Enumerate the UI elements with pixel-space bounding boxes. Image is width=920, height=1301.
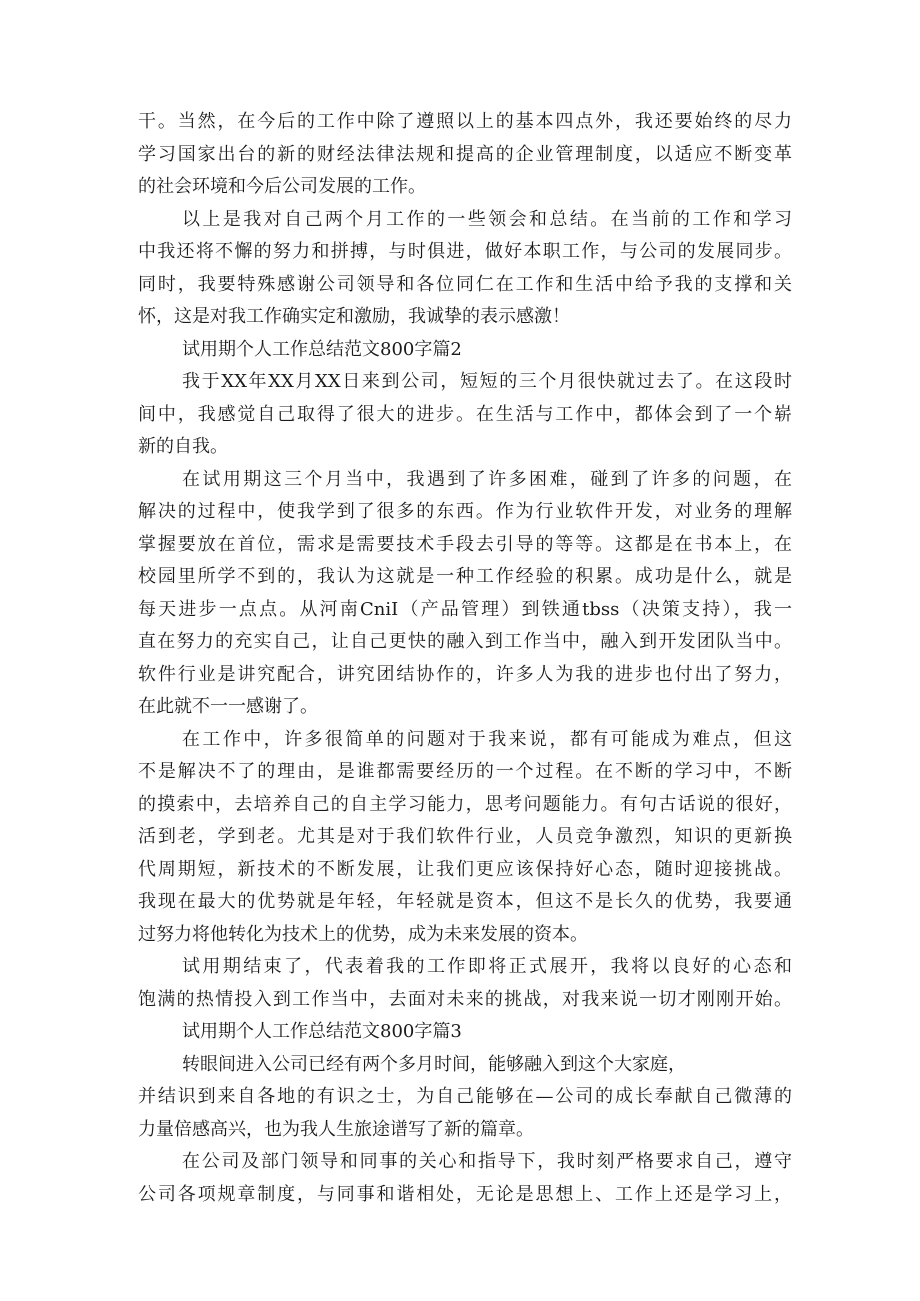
text-line: 活到老，学到老。尤其是对于我们软件行业，人员竞争激烈，知识的更新换: [138, 826, 792, 847]
text-line: 在试用期这三个月当中，我遇到了许多困难，碰到了许多的问题，在: [182, 468, 792, 490]
text-line: 饱满的热情投入到工作当中，去面对未来的挑战，对我来说一切才刚刚开始。: [138, 988, 792, 1010]
text-line: 以上是我对自己两个月工作的一些领会和总结。在当前的工作和学习: [182, 208, 792, 230]
text-line: 直在努力的充实自己，让自己更快的融入到工作当中，融入到开发团队当中。: [138, 631, 792, 652]
section-heading: 试用期个人工作总结范文800字篇2: [182, 338, 462, 360]
text-line: 掌握要放在首位，需求是需要技术手段去引导的等等。这都是在书本上，在: [138, 533, 792, 555]
section-heading: 试用期个人工作总结范文800字篇3: [182, 1021, 462, 1042]
text-line: 间中，我感觉自己取得了很大的进步。在生活与工作中，都体会到了一个崭: [138, 403, 792, 425]
text-line: 过努力将他转化为技术上的优势，成为未来发展的资本。: [138, 923, 588, 945]
text-line: 干。当然，在今后的工作中除了遵照以上的基本四点外，我还要始终的尽力: [138, 111, 792, 132]
text-line: 在工作中，许多很简单的问题对于我来说，都有可能成为难点，但这: [182, 728, 792, 750]
text-line: 的摸索中，去培养自己的自主学习能力，思考问题能力。有句古话说的很好，: [138, 793, 792, 815]
text-line: 解决的过程中，使我学到了很多的东西。作为行业软件开发，对业务的理解: [138, 501, 792, 522]
text-line: 在公司及部门领导和同事的关心和指导下，我时刻严格要求自己，遵守: [182, 1151, 792, 1172]
text-line: 公司各项规章制度，与同事和谐相处，无论是思想上、工作上还是学习上，: [138, 1183, 792, 1205]
text-line: 试用期结束了，代表着我的工作即将正式展开，我将以良好的心态和: [182, 956, 792, 977]
text-line: 软件行业是讲究配合，讲究团结协作的，许多人为我的进步也付出了努力，: [138, 663, 792, 685]
text-line: 学习国家出台的新的财经法律法规和提高的企业管理制度，以适应不断变革: [138, 143, 792, 165]
text-line: 并结识到来自各地的有识之士，为自己能够在—公司的成长奉献自己微薄的: [138, 1086, 792, 1107]
text-line: 同时，我要特殊感谢公司领导和各位同仁在工作和生活中给予我的支撑和关: [138, 273, 792, 295]
text-line: 怀，这是对我工作确实定和激励，我诚挚的表示感激！: [138, 306, 570, 327]
text-line: 力量倍感高兴，也为我人生旅途谱写了新的篇章。: [138, 1118, 534, 1140]
text-line: 每天进步一点点。从河南CniI（产品管理）到铁通tbss（决策支持），我一: [138, 598, 792, 620]
text-line: 我于XX年XX月XX日来到公司，短短的三个月很快就过去了。在这段时: [182, 371, 792, 392]
document-body: [138, 106, 792, 1211]
text-line: 我现在最大的优势就是年轻，年轻就是资本，但这不是长久的优势，我要通: [138, 891, 792, 912]
text-line: 转眼间进入公司已经有两个多月时间，能够融入到这个大家庭，: [182, 1053, 686, 1075]
text-line: 中我还将不懈的努力和拼搏，与时俱进，做好本职工作，与公司的发展同步。: [138, 241, 792, 262]
text-line: 新的自我。: [138, 436, 228, 457]
text-line: 的社会环境和今后公司发展的工作。: [138, 176, 426, 197]
text-line: 代周期短，新技术的不断发展，让我们更应该保持好心态，随时迎接挑战。: [138, 858, 792, 880]
text-line: 不是解决不了的理由，是谁都需要经历的一个过程。在不断的学习中，不断: [138, 761, 792, 782]
text-line: 在此就不一一感谢了。: [138, 696, 318, 717]
text-line: 校园里所学不到的，我认为这就是一种工作经验的积累。成功是什么，就是: [138, 566, 792, 587]
